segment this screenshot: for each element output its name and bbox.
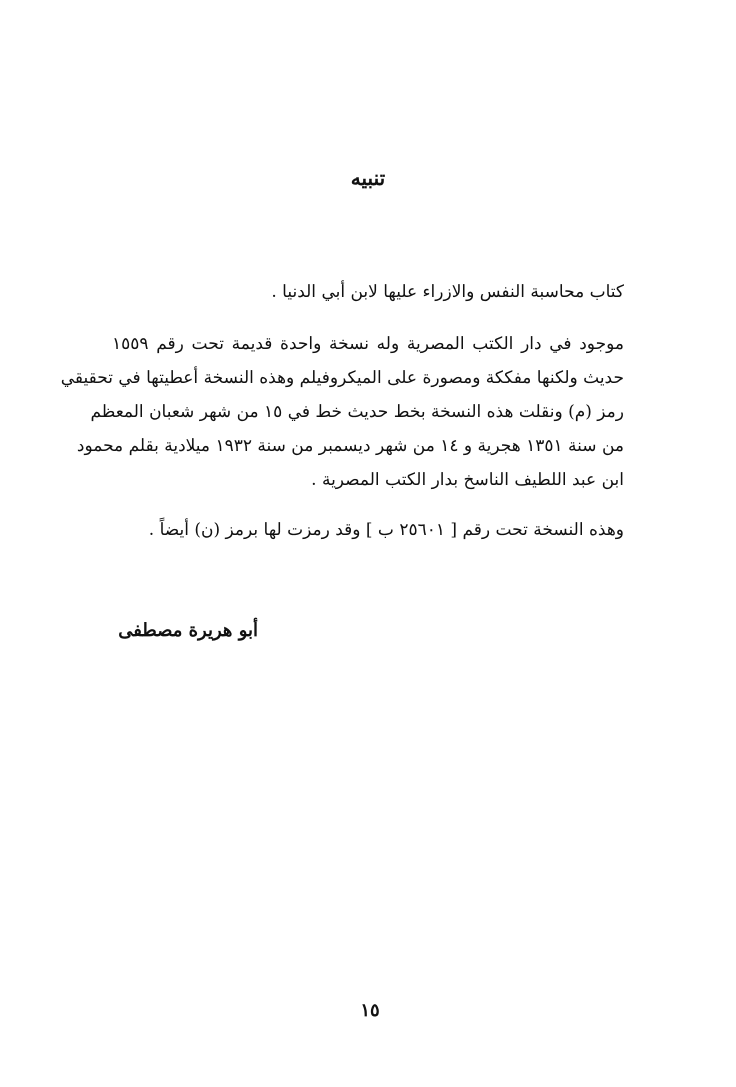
paragraph-2-line-5: ابن عبد اللطيف الناسخ بدار الكتب المصرية . xyxy=(311,470,624,490)
page-title-text: تنبيه xyxy=(350,166,386,190)
author-signature: أبو هريرة مصطفى xyxy=(118,620,258,641)
paragraph-1-line-1: كتاب محاسبة النفس والازراء عليها لابن أبي الدنيا . xyxy=(271,282,624,302)
paragraph-2-line-3: رمز (م) ونقلت هذه النسخة بخط حديث خط في ١٥ من شهر شعبان المعظم xyxy=(90,402,624,422)
paragraph-2-line-2: حديث ولكنها مفككة ومصورة على الميكروفيلم وهذه النسخة أعطيتها في تحقيقي xyxy=(60,368,624,388)
paragraph-2-line-4: من سنة ١٣٥١ هجرية و ١٤ من شهر ديسمبر من سنة ١٩٣٢ ميلادية بقلم محمود xyxy=(76,436,624,456)
page-title xyxy=(0,166,736,190)
paragraph-2-line-1: موجود في دار الكتب المصرية وله نسخة واحدة قديمة تحت رقم ١٥٥٩ xyxy=(112,334,624,354)
page-number: ١٥ xyxy=(360,1000,380,1021)
paragraph-3-line-1: وهذه النسخة تحت رقم [ ٢٥٦٠١ ب ] وقد رمزت لها برمز (ن) أيضاً . xyxy=(148,520,624,540)
